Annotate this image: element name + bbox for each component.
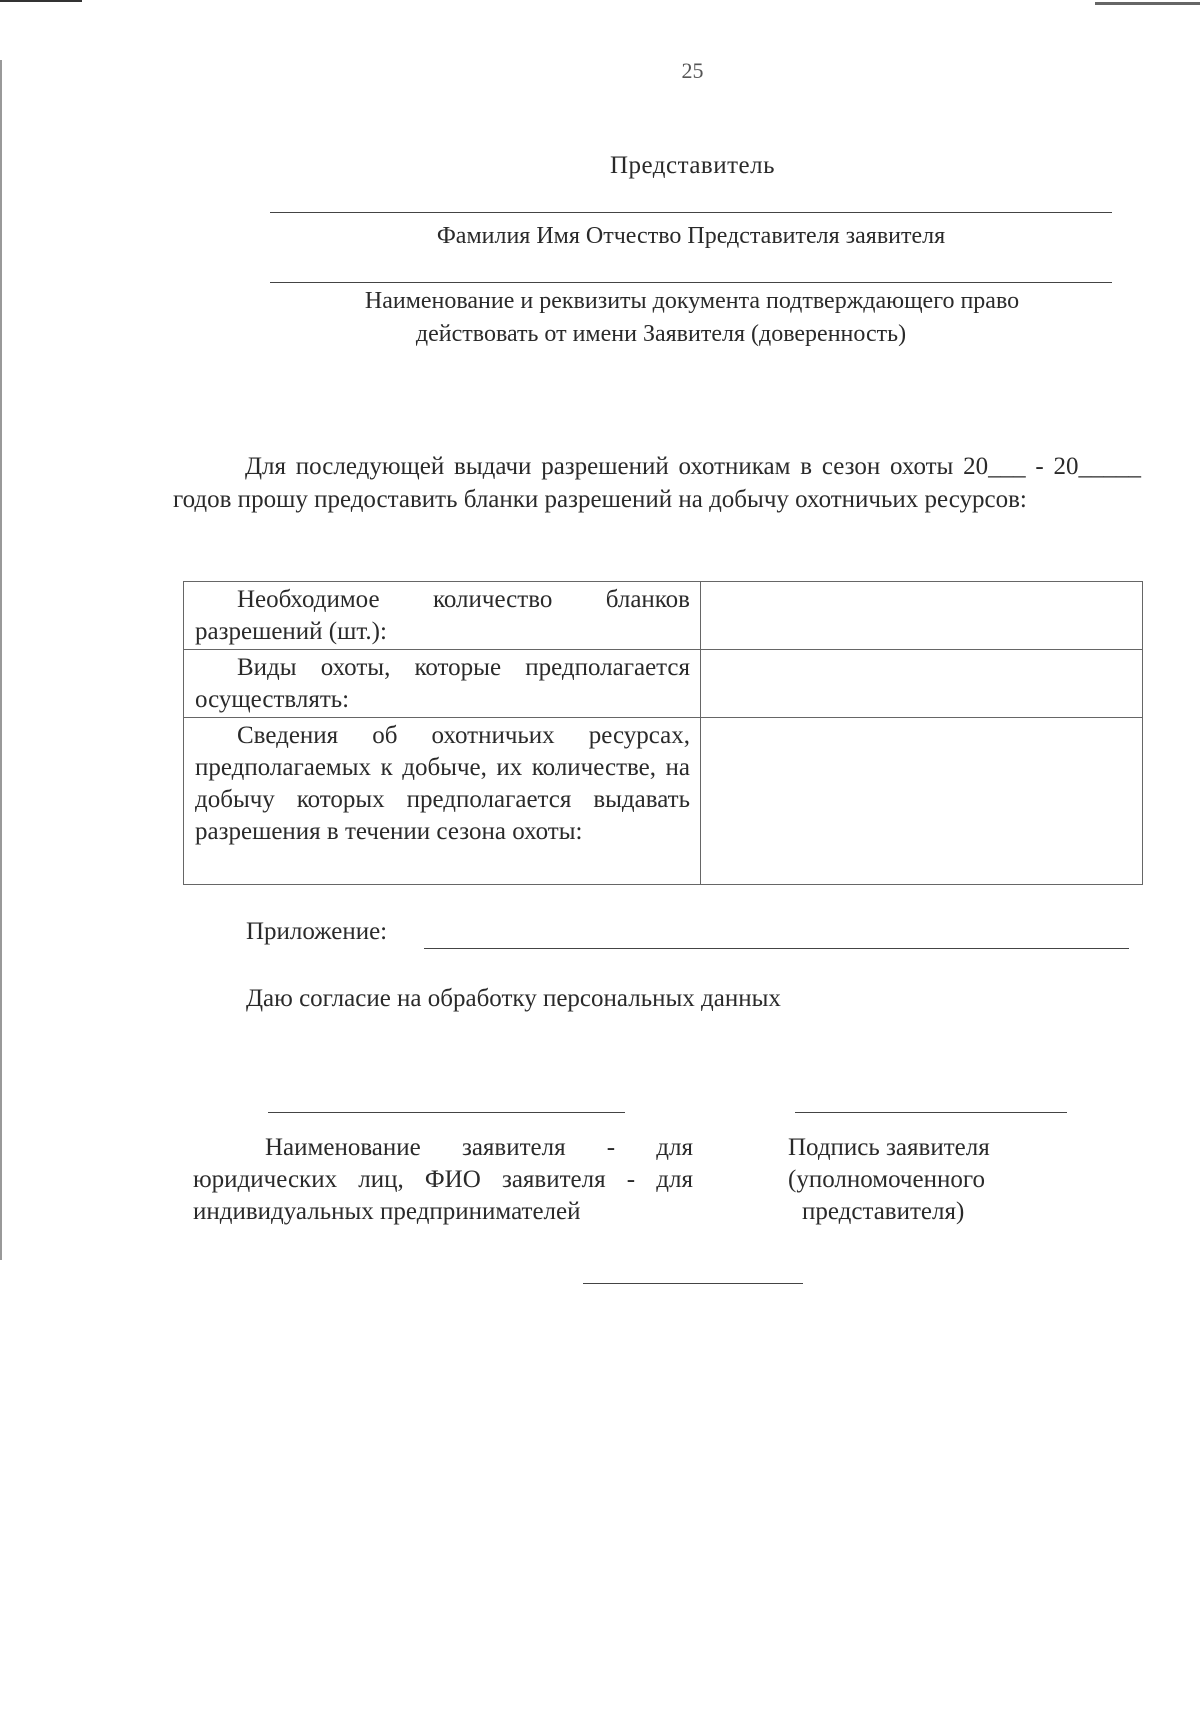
signature-caption-line-1: Подпись заявителя <box>788 1134 990 1161</box>
attachment-line[interactable] <box>424 948 1129 949</box>
request-paragraph <box>173 450 1141 516</box>
table-row <box>184 718 1143 885</box>
signature-caption-line-3: представителя) <box>802 1198 965 1225</box>
closing-separator <box>583 1283 803 1284</box>
request-text: Для последующей выдачи разрешений охотникам в сезон охоты 20___ - 20_____ годов прошу предоставить бланки разрешений на добычу охотничьих ресурсов: <box>173 453 1141 513</box>
applicant-name-caption <box>193 1132 693 1228</box>
scan-artifact <box>0 0 82 2</box>
applicant-name-line <box>268 1112 625 1113</box>
table-row <box>184 650 1143 718</box>
document-caption-line-2: действовать от имени Заявителя (доверенность) <box>415 321 907 347</box>
table-question-cell <box>184 582 701 650</box>
table-answer-cell[interactable] <box>701 650 1143 718</box>
table-question-cell <box>184 650 701 718</box>
question-text: Виды охоты, которые предполагается осуществлять: <box>195 654 690 713</box>
fio-signature-line <box>270 212 1112 213</box>
attachment-label: Приложение: <box>246 918 388 945</box>
table-row <box>184 582 1143 650</box>
scan-artifact <box>0 60 2 1260</box>
document-signature-line <box>270 282 1112 283</box>
applicant-signature-line <box>795 1112 1067 1113</box>
table-question-cell <box>184 718 701 885</box>
document-caption-line-1: Наименование и реквизиты документа подтверждающего право <box>364 288 1020 314</box>
question-text: Сведения об охотничьих ресурсах, предполагаемых к добыче, их количестве, на добычу которых предполагается выдавать разрешения в течении сезона охоты: <box>195 722 690 845</box>
table-answer-cell[interactable] <box>701 582 1143 650</box>
applicant-signature-caption <box>788 1132 1078 1228</box>
applicant-name-caption-text: Наименование заявителя - для юридических лиц, ФИО заявителя - для индивидуальных предпринимателей <box>193 1134 693 1225</box>
fio-caption: Фамилия Имя Отчество Представителя заявителя <box>436 223 946 249</box>
representative-label: Представитель <box>609 152 776 179</box>
question-text: Необходимое количество бланков разрешений (шт.): <box>195 586 690 645</box>
request-table <box>183 581 1143 885</box>
scan-artifact <box>1095 2 1200 5</box>
signature-caption-line-2: (уполномоченного <box>788 1166 985 1193</box>
consent-text: Даю согласие на обработку персональных данных <box>246 985 781 1012</box>
table-answer-cell[interactable] <box>701 718 1143 885</box>
page-number: 25 <box>681 58 704 83</box>
